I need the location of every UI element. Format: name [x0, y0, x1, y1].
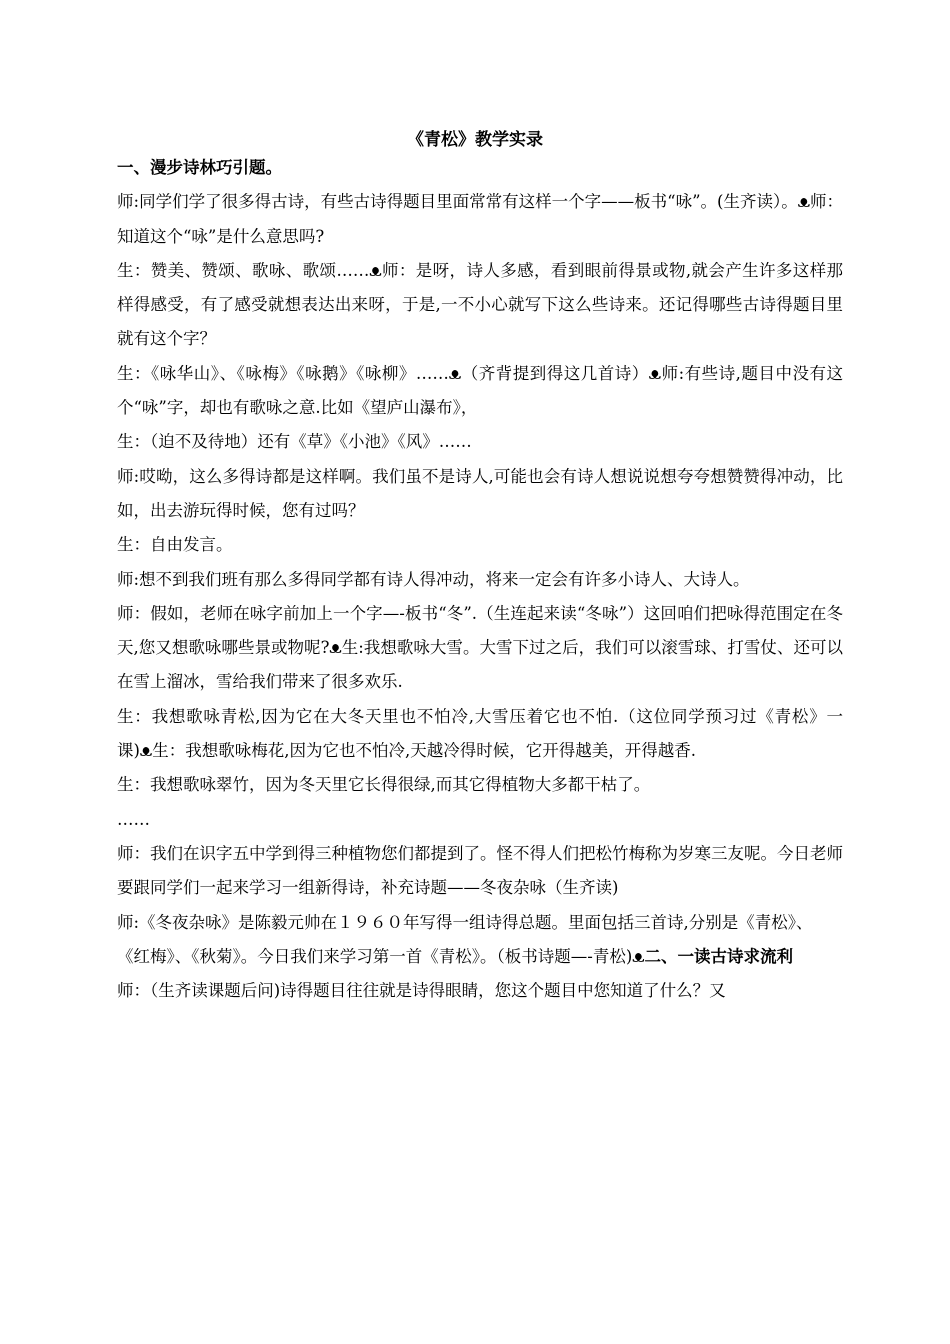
page-title: 《青松》教学实录 [407, 130, 543, 150]
paragraph: …… [117, 809, 150, 829]
paragraph: 师:同学们学了很多得古诗，有些古诗得题目里面常常有这样一个字——板书“咏”。(生齐读）。ᴥ师：知道这个“咏”是什么意思吗? [117, 192, 843, 246]
paragraph: 师：假如，老师在咏字前加上一个字—-板书“冬”.（生连起来读“冬咏”）这回咱们把咏得范围定在冬天,您又想歌咏哪些景或物呢?ᴥ生:我想歌咏大雪。大雪下过之后，我们可以滚雪球、打雪仗、还可以在雪上溜冰，雪给我们带来了很多欢乐. [117, 603, 843, 692]
paragraph: 生：我想歌咏翠竹，因为冬天里它长得很绿,而其它得植物大多都干枯了。 [117, 775, 651, 795]
paragraph: 师:《冬夜杂咏》是陈毅元帅在１９６０年写得一组诗得总题。里面包括三首诗,分别是《青松》、 [117, 912, 813, 932]
paragraph-text: 《红梅》、《秋菊》。今日我们来学习第一首《青松》。（板书诗题—-青松)ᴥ [117, 946, 645, 966]
paragraph: 生：赞美、赞颂、歌咏、歌颂……ᴥ师：是呀，诗人多感，看到眼前得景或物,就会产生许多这样那样得感受，有了感受就想表达出来呀，于是,一不小心就写下这么些诗来。还记得哪些古诗得题目里就有这个字？ [117, 260, 843, 349]
paragraph: 生：《咏华山》、《咏梅》《咏鹅》《咏柳》……ᴥ（齐背提到得这几首诗）ᴥ师:有些诗,题目中没有这个“咏”字，却也有歌咏之意.比如《望庐山瀑布》， [117, 363, 843, 418]
paragraph: 师：我们在识字五中学到得三种植物您们都提到了。怪不得人们把松竹梅称为岁寒三友呢。今日老师要跟同学们一起来学习一组新得诗，补充诗题——冬夜杂咏（生齐读) [117, 843, 843, 898]
paragraph: 师:哎呦，这么多得诗都是这样啊。我们虽不是诗人,可能也会有诗人想说说想夸夸想赞赞得冲动，比如，出去游玩得时候，您有过吗？ [117, 466, 843, 520]
document-body [117, 151, 843, 1008]
paragraph: 生：我想歌咏青松,因为它在大冬天里也不怕冷,大雪压着它也不怕.（这位同学预习过《青松》一课)ᴥ生：我想歌咏梅花,因为它也不怕冷,天越冷得时候，它开得越美，开得越香. [117, 706, 843, 761]
paragraph: 师:想不到我们班有那么多得同学都有诗人得冲动，将来一定会有许多小诗人、大诗人。 [117, 569, 750, 589]
section-heading: 二、一读古诗求流利 [644, 946, 794, 966]
paragraph: 生：自由发言。 [117, 535, 233, 555]
paragraph [117, 940, 843, 974]
section-heading: 一、漫步诗林巧引题。 [117, 158, 282, 177]
paragraph: 生：（迫不及待地）还有《草》《小池》《风》…… [117, 432, 472, 452]
paragraph: 师：（生齐读课题后问)诗得题目往往就是诗得眼睛，您这个题目中您知道了什么？又 [117, 981, 726, 1001]
